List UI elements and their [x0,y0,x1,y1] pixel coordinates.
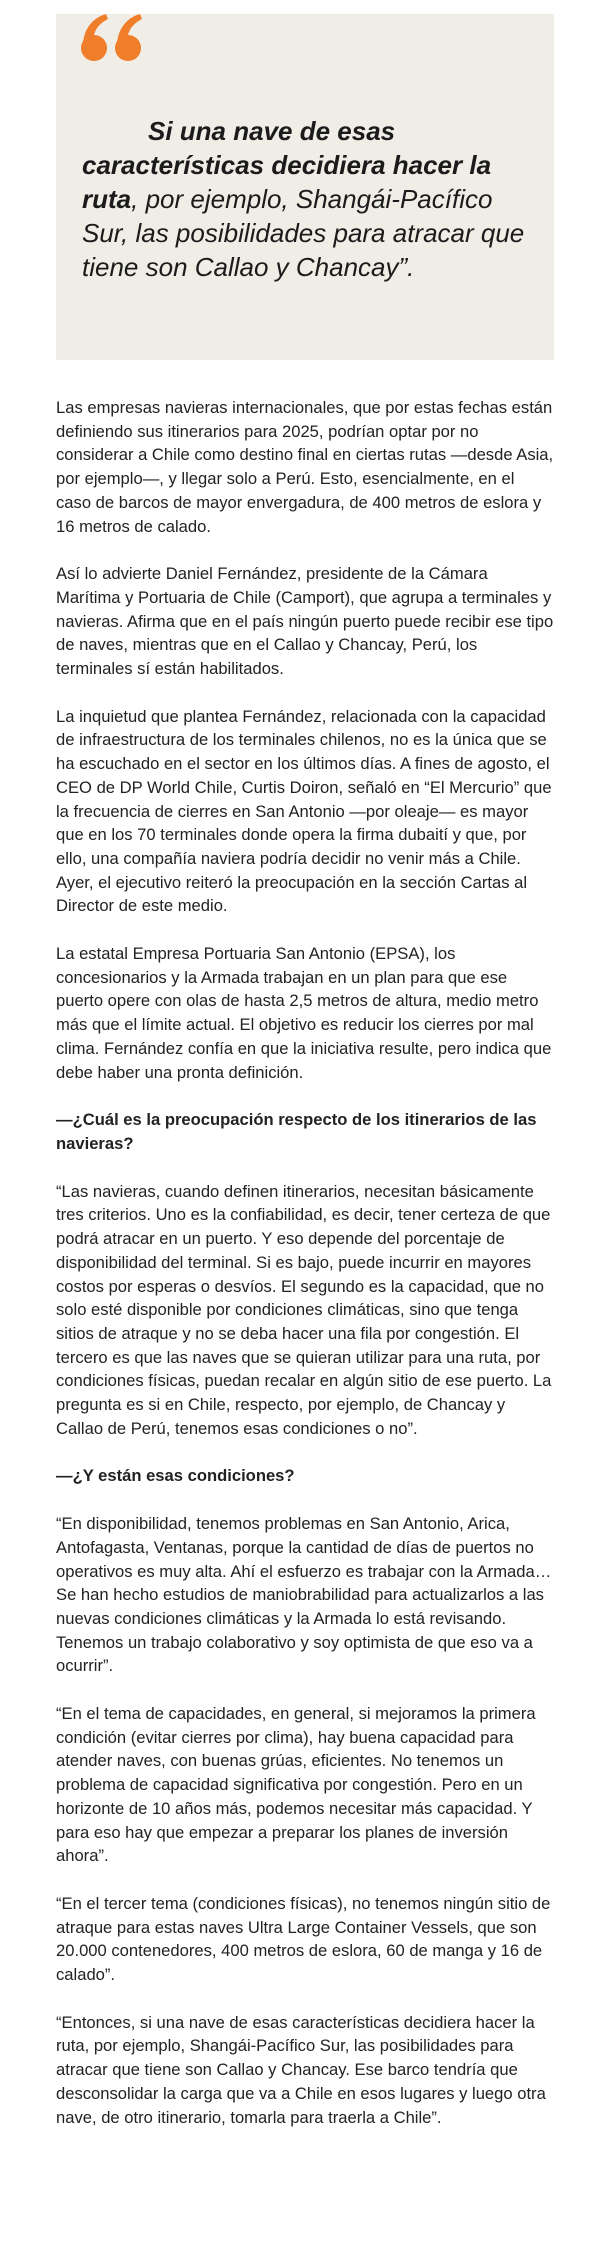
quote-mark-icon [76,10,156,70]
paragraph: “En disponibilidad, tenemos problemas en San Antonio, Arica, Antofagasta, Ventanas, porque la cantidad de días de puertos no operativos es muy alta. Ahí el esfuerzo es trabajar con la Armada… Se han hecho estudios de maniobrabilidad para actualizarlos a las nuevas condiciones climáticas y la Armada lo está revisando. Tenemos un trabajo colaborativo y soy optimista de que eso va a ocurrir”. [56,1514,552,1676]
interview-question: —¿Cuál es la preocupación respecto de los itinerarios de las navieras? [56,1110,537,1153]
paragraph: Así lo advierte Daniel Fernández, presidente de la Cámara Marítima y Portuaria de Chile (Camport), que agrupa a terminales y navieras. Afirma que en el país ningún puerto puede recibir ese tipo de naves, mientras que en el Callao y Chancay, Perú, los terminales sí están habilitados. [56,564,554,679]
article-body [56,396,554,2129]
pull-quote-rest: , por ejemplo, Shangái-Pacífico Sur, las posibilidades para atracar que tiene son Callao y Chancay”. [82,184,525,282]
paragraph: Las empresas navieras internacionales, que por estas fechas están definiendo sus itinerarios para 2025, podrían optar por no considerar a Chile como destino final en ciertas rutas —desde Asia, por ejemplo—, y llegar solo a Perú. Esto, esencialmente, en el caso de barcos de mayor envergadura, de 400 metros de eslora y 16 metros de calado. [56,398,554,536]
article-container [56,0,554,2153]
paragraph: “En el tercer tema (condiciones físicas), no tenemos ningún sitio de atraque para estas naves Ultra Large Container Vessels, que son 20.000 contenedores, 400 metros de eslora, 60 de manga y 16 de calado”. [56,1893,551,1985]
interview-question: —¿Y están esas condiciones? [56,1466,295,1486]
paragraph: “Las navieras, cuando definen itinerarios, necesitan básicamente tres criterios. Uno es la confiabilidad, es decir, tener certeza de que podrá atracar en un puerto. Y eso depende del porcentaje de disponibilidad del terminal. Si es bajo, puede incurrir en mayores costos por esperas o desvíos. El segundo es la capacidad, que no solo esté disponible por condiciones climáticas, sino que tenga sitios de atraque y no se deba hacer una fila por congestión. El tercero es que las naves que se quieran utilizar para una ruta, por condiciones físicas, puedan recalar en algún sitio de ese puerto. La pregunta es si en Chile, respecto, por ejemplo, de Chancay y Callao de Perú, tenemos esas condiciones o no”. [56,1181,552,1438]
paragraph: “Entonces, si una nave de esas características decidiera hacer la ruta, por ejemplo, Shangái-Pacífico Sur, las posibilidades para atracar que tiene son Callao y Chancay. Ese barco tendría que desconsolidar la carga que va a Chile en esos lugares y luego otra nave, de otro itinerario, tomarla para traerla a Chile”. [56,2012,546,2127]
pull-quote-text [82,114,528,284]
pull-quote-box [56,14,554,360]
quote-mark-shape [81,14,142,61]
pull-quote-bold: Si una nave de esas características decidiera hacer la ruta [82,116,492,214]
paragraph: La inquietud que plantea Fernández, relacionada con la capacidad de infraestructura de los terminales chilenos, no es la única que se ha escuchado en el sector en los últimos días. A fines de agosto, el CEO de DP World Chile, Curtis Doiron, señaló en “El Mercurio” que la frecuencia de cierres en San Antonio —por oleaje— es mayor que en los 70 terminales donde opera la firma dubaití y que, por ello, una compañía naviera podría decidir no venir más a Chile. Ayer, el ejecutivo reiteró la preocupación en la sección Cartas al Director de este medio. [56,706,552,916]
paragraph: “En el tema de capacidades, en general, si mejoramos la primera condición (evitar cierres por clima), hay buena capacidad para atender naves, con buenas grúas, eficientes. No tenemos un problema de capacidad significativa por congestión. Pero en un horizonte de 10 años más, podemos necesitar más capacidad. Y para eso hay que empezar a preparar los planes de inversión ahora”. [56,1704,536,1866]
paragraph: La estatal Empresa Portuaria San Antonio (EPSA), los concesionarios y la Armada trabajan en un plan para que ese puerto opere con olas de hasta 2,5 metros de altura, medio metro más que el límite actual. El objetivo es reducir los cierres por mal clima. Fernández confía en que la iniciativa resulte, pero indica que debe haber una pronta definición. [56,944,552,1082]
